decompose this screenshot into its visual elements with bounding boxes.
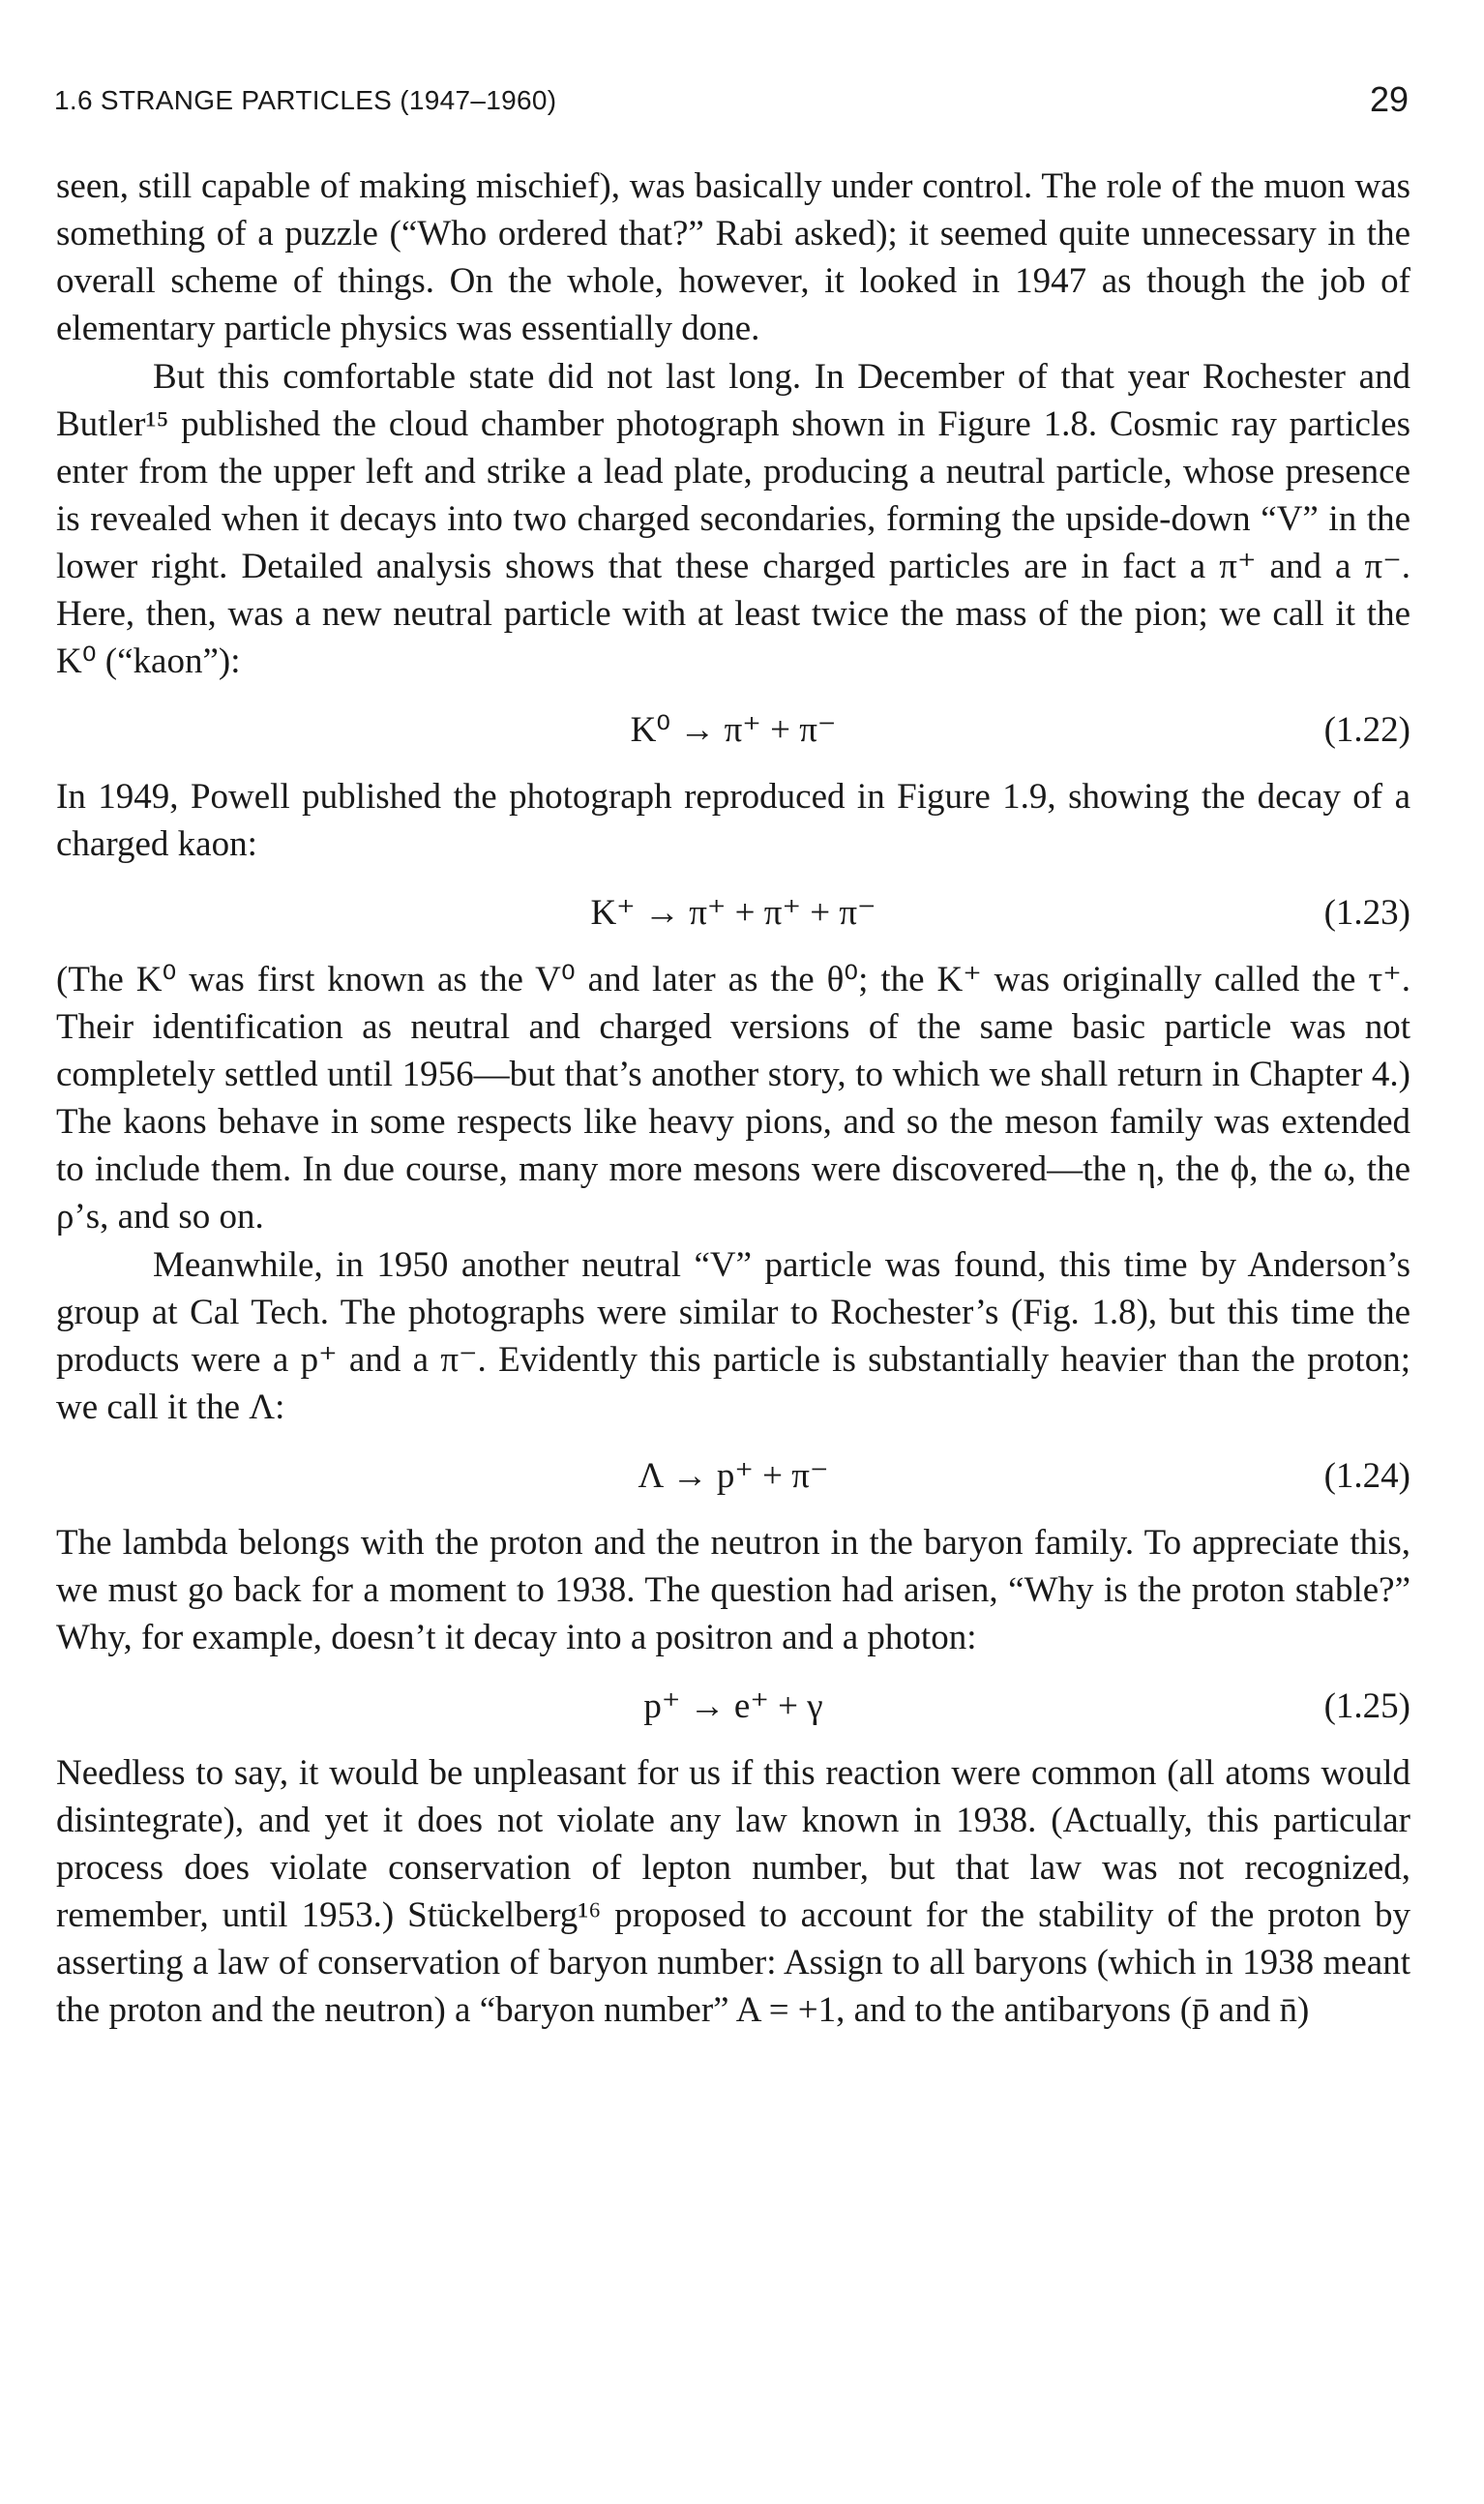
equation-expression: p⁺ → e⁺ + γ: [643, 1686, 823, 1726]
equation-number: (1.23): [1323, 893, 1410, 933]
paragraph-1: seen, still capable of making mischief), was basically under control. The role of the muon was something of a puzzle (“Who ordered that?” Rabi asked); it seemed quite unnecessary in the overall scheme of things. On the whole, however, it looked in 1947 as though the job of elementary particle physics was essentially done.: [56, 166, 1410, 348]
paragraph-2: But this comfortable state did not last long. In December of that year Rochester and Butler¹⁵ published the cloud chamber photograph shown in Figure 1.8. Cosmic ray particles enter from the upper left and strike a lead plate, producing a neutral particle, whose presence is revealed when it decays into two charged secondaries, forming the upside-down “V” in the lower right. Detailed analysis shows that these charged particles are in fact a π⁺ and a π⁻. Here, then, was a new neutral particle with at least twice the mass of the pion; we call it the K⁰ (“kaon”):: [56, 357, 1410, 681]
body-text: [56, 163, 1410, 2035]
equation-expression: Λ → p⁺ + π⁻: [638, 1456, 829, 1496]
equation-1-22: [56, 706, 1410, 754]
equation-expression: K⁺ → π⁺ + π⁺ + π⁻: [590, 893, 876, 933]
equation-expression: K⁰ → π⁺ + π⁻: [630, 710, 837, 750]
page-number: 29: [1369, 79, 1409, 119]
equation-number: (1.24): [1323, 1456, 1410, 1496]
page-header: [54, 79, 1409, 128]
equation-1-25: [56, 1683, 1410, 1730]
paragraph-3: In 1949, Powell published the photograph reproduced in Figure 1.9, showing the decay of a charged kaon:: [56, 777, 1410, 864]
equation-1-23: [56, 889, 1410, 937]
running-head: 1.6 STRANGE PARTICLES (1947–1960): [54, 85, 557, 115]
equation-number: (1.22): [1323, 710, 1410, 750]
equation-1-24: [56, 1452, 1410, 1500]
equation-number: (1.25): [1323, 1686, 1410, 1726]
paragraph-6: The lambda belongs with the proton and the neutron in the baryon family. To appreciate this, we must go back for a moment to 1938. The question had arisen, “Why is the proton stable?” Why, for example, doesn’t it decay into a positron and a photon:: [56, 1523, 1410, 1657]
paragraph-7: Needless to say, it would be unpleasant for us if this reaction were common (all atoms would disintegrate), and yet it does not violate any law known in 1938. (Actually, this particular process does violate conservation of lepton number, but that law was not recognized, remember, until 1953.) Stückelberg¹⁶ proposed to account for the stability of the proton by asserting a law of conservation of baryon number: Assign to all baryons (which in 1938 meant the proton and the neutron) a “baryon number” A = +1, and to the antibaryons (p̄ and n̄): [56, 1753, 1410, 2030]
paragraph-4: (The K⁰ was first known as the V⁰ and later as the θ⁰; the K⁺ was originally called the τ⁺. Their identification as neutral and charged versions of the same basic particle was not completely settled until 1956—but that’s another story, to which we shall return in Chapter 4.) The kaons behave in some respects like heavy pions, and so the meson family was extended to include them. In due course, many more mesons were discovered—the η, the ϕ, the ω, the ρ’s, and so on.: [56, 960, 1410, 1237]
paragraph-5: Meanwhile, in 1950 another neutral “V” particle was found, this time by Anderson’s group at Cal Tech. The photographs were similar to Rochester’s (Fig. 1.8), but this time the products were a p⁺ and a π⁻. Evidently this particle is substantially heavier than the proton; we call it the Λ:: [56, 1245, 1410, 1427]
